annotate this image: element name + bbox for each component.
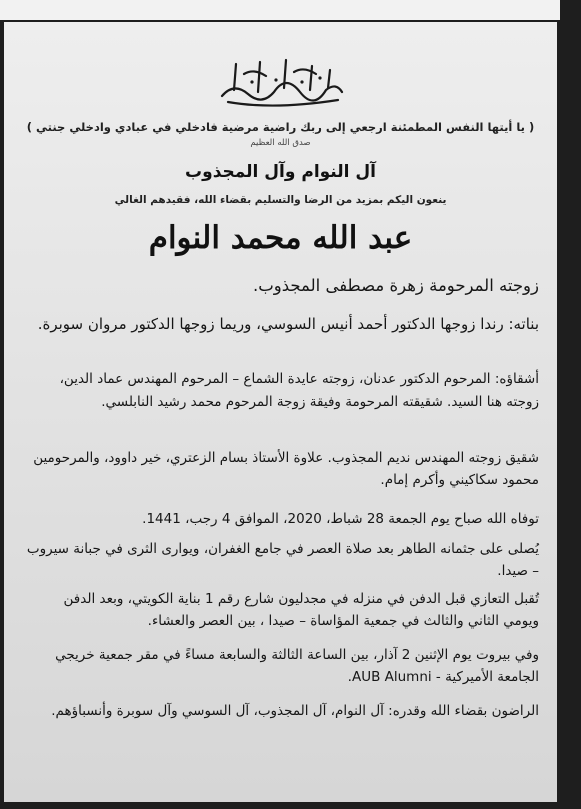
verse-attribution: صدق الله العظيم xyxy=(250,138,311,148)
family-names-heading: آل النوام وآل المجذوب xyxy=(185,162,376,182)
calligraphy-emblem xyxy=(214,52,349,110)
daughters-paragraph: بناته: رندا زوجها الدكتور أحمد أنيس السوسي، وريما زوجها الدكتور مروان سوبرة. xyxy=(37,315,539,333)
condolences-paragraph: تُقبل التعازي قبل الدفن في منزله في مجدليون شارع رقم 1 بناية الكويتي، وبعد الدفن ويومي الثاني والثالث في جمعية المؤاساة – صيدا ، بين العصر والعشاء. xyxy=(63,591,539,629)
wife-paragraph: زوجته المرحومة زهرة مصطفى المجذوب. xyxy=(252,276,539,295)
funeral-paragraph: يُصلى على جثمانه الطاهر بعد صلاة العصر في جامع الغفران، ويوارى الثرى في جبانة سيروب – صيدا. xyxy=(26,541,539,579)
obituary-page xyxy=(4,22,557,802)
beirut-condolences-paragraph: وفي بيروت يوم الإثنين 2 آذار، بين الساعة الثالثة والسابعة مساءً في مقر جمعية خريجي الجامعة الأميركية - AUB Alumni. xyxy=(55,647,539,685)
in-laws-paragraph: شقيق زوجته المهندس نديم المجذوب. علاوة الأستاذ بسام الزعتري، خير داوود، والمرحومين محمود سكاكيني وأكرم إمام. xyxy=(33,450,539,488)
announcement-line: ينعون اليكم بمزيد من الرضا والتسليم بقضاء الله، فقيدهم الغالي xyxy=(114,194,447,206)
siblings-paragraph: أشقاؤه: المرحوم الدكتور عدنان، زوجته عايدة الشماع – المرحوم المهندس عماد الدين، زوجته هنا السيد. شقيقته المرحومة وفيقة زوجة المرحوم محمد رشيد النابلسي. xyxy=(59,371,539,410)
closing-paragraph: الراضون بقضاء الله وقدره: آل النوام، آل المجذوب، آل السوسي وآل سوبرة وأنسباؤهم. xyxy=(51,703,539,719)
deceased-name: عبد الله محمد النوام xyxy=(148,220,413,256)
death-date-paragraph: توفاه الله صباح يوم الجمعة 28 شباط، 2020، الموافق 4 رجب، 1441. xyxy=(142,511,539,527)
quran-verse: ( يا أيتها النفس المطمئنة ارجعي إلى ربك راضية مرضية فادخلي في عبادي وادخلي جنتي ) xyxy=(26,120,535,134)
photo-background-strip xyxy=(0,0,560,20)
